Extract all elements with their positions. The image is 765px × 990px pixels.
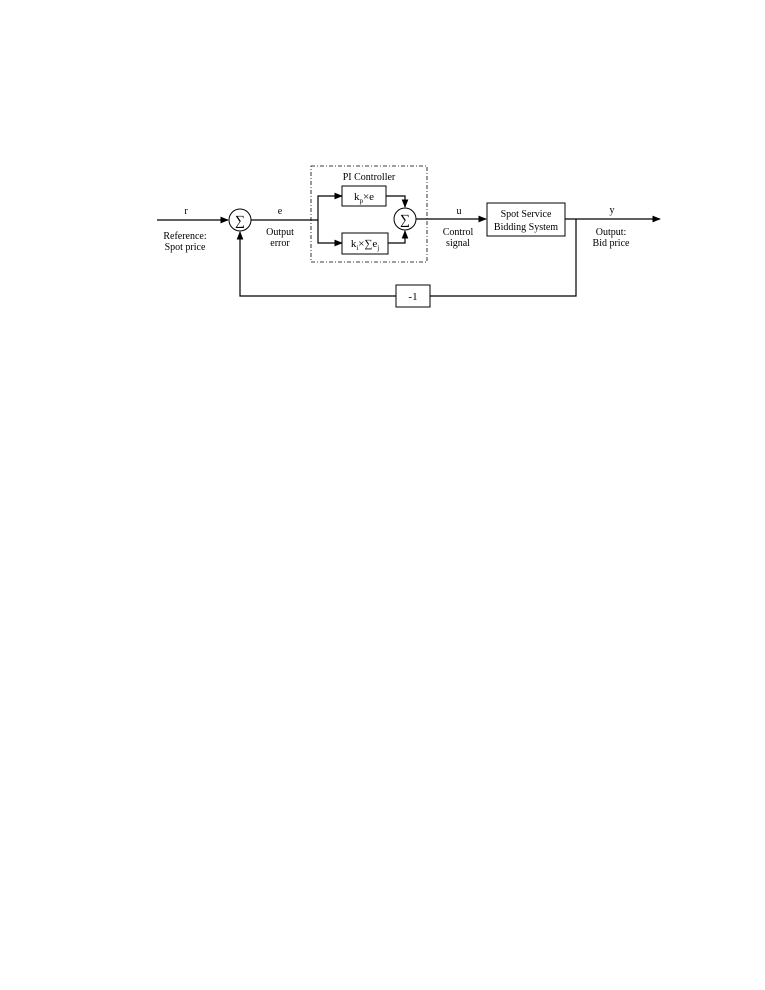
feedback-gain-label: -1 (408, 291, 418, 303)
signal-e-caption-1: Output (266, 227, 294, 238)
kp-to-inner-sum-wire (386, 196, 405, 207)
signal-r-label: r (184, 206, 188, 217)
signal-r-caption-1: Reference: (163, 231, 207, 242)
signal-y-caption-2: Bid price (592, 238, 630, 249)
pi-controller-title: PI Controller (342, 172, 396, 183)
proportional-gain-label: $k_p\times e$ (353, 191, 375, 205)
branch-to-ki (318, 220, 342, 243)
signal-e-label: e (277, 206, 283, 217)
signal-r-caption-2: Spot price (164, 242, 206, 253)
signal-u-caption-1: Control (442, 227, 474, 238)
signal-u-label: u (456, 206, 462, 217)
inner-sum-symbol: ∑ (400, 213, 410, 228)
signal-e-caption-2: error (270, 238, 290, 249)
branch-to-kp (318, 196, 342, 220)
signal-u-caption-2: signal (446, 238, 470, 249)
signal-y-caption-1: Output: (595, 227, 627, 238)
integral-gain-label: $k_i\times\sum e_j$ (350, 238, 380, 252)
signal-y-label: y (609, 205, 615, 216)
plant-label-line-2: Bidding System (493, 222, 559, 233)
ki-to-inner-sum-wire (388, 231, 405, 243)
main-sum-symbol: ∑ (235, 214, 245, 229)
plant-label-line-1: Spot Service (500, 209, 552, 220)
